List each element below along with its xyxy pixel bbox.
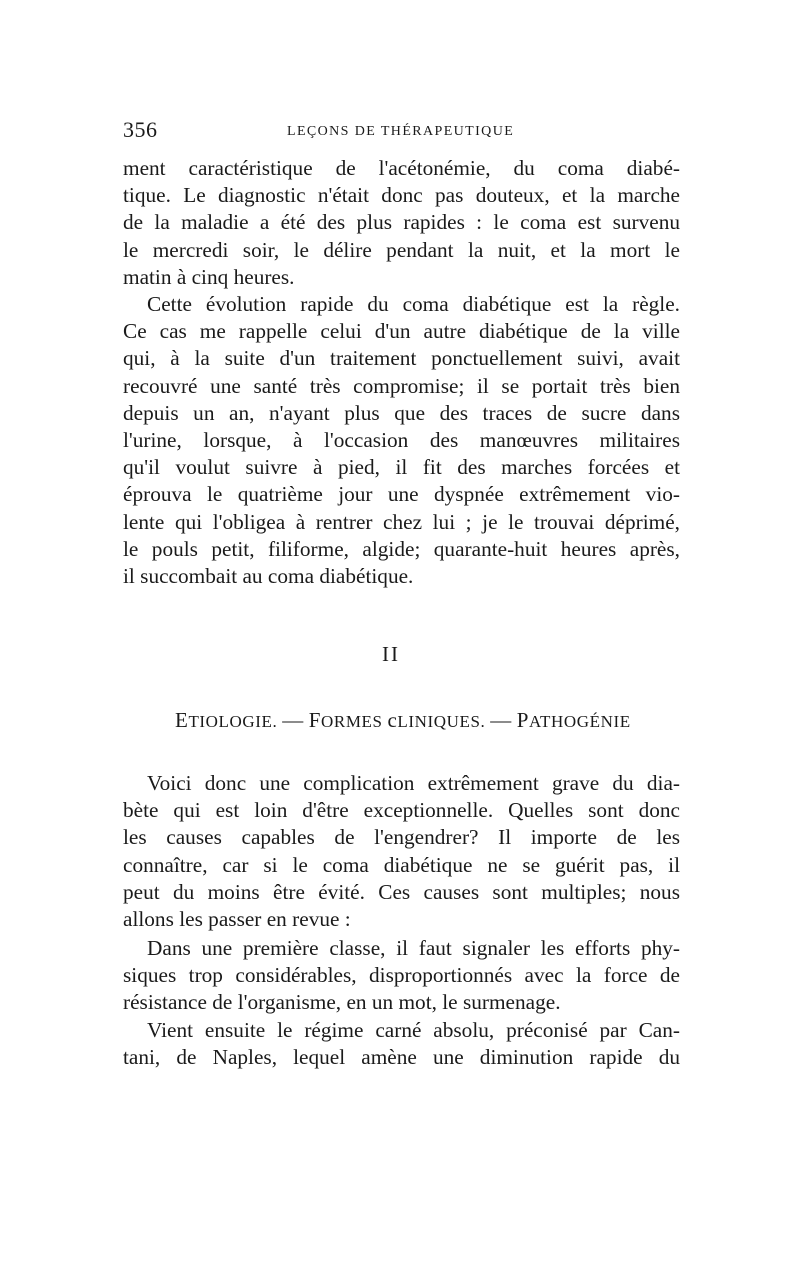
text-line: Vient ensuite le régime carné absolu, préconisé par Can- [147,1018,680,1042]
text-line: tique. Le diagnostic n'était donc pas douteux, et la marche [123,183,680,208]
section-title: ETIOLOGIE. — FORMES cLINIQUES. — PATHOGÉNIE [175,708,631,732]
text-line: le pouls petit, filiforme, algide; quarante-huit heures après, [123,536,680,561]
paragraph-5 [123,1017,680,1071]
text-line: matin à cinq heures. [123,264,295,289]
text-line: recouvré une santé très compromise; il se portait très bien [123,373,680,398]
text-line: résistance de l'organisme, en un mot, le surmenage. [123,990,561,1015]
text-line: qui, à la suite d'un traitement ponctuellement suivi, avait [123,346,680,371]
text-line: peut du moins être évité. Ces causes sont multiples; nous [123,879,680,904]
text-line: tani, de Naples, lequel amène une diminution rapide du [123,1045,680,1070]
text-line: connaître, car si le coma diabétique ne se guérit pas, il [123,852,680,877]
text-line: Ce cas me rappelle celui d'un autre diabétique de la ville [123,319,680,344]
text-line: bète qui est loin d'être exceptionnelle. Quelles sont donc [123,798,680,823]
page-number: 356 [123,117,158,142]
paragraph-4 [123,935,680,1017]
text-line: l'urine, lorsque, à l'occasion des manœuvres militaires [123,427,680,452]
text-line: Cette évolution rapide du coma diabétique est la règle. [147,292,680,316]
text-line: allons les passer en revue : [123,906,351,931]
text-line: il succombait au coma diabétique. [123,563,414,588]
paragraph-3 [123,770,680,933]
running-title: LEÇONS DE THÉRAPEUTIQUE [287,124,515,139]
text-line: Dans une première classe, il faut signaler les efforts phy- [147,936,680,960]
text-line: de la maladie a été des plus rapides : le coma est survenu [123,210,680,235]
text-line: depuis un an, n'ayant plus que des traces de sucre dans [123,400,680,425]
text-line: le mercredi soir, le délire pendant la nuit, et la mort le [123,237,680,262]
text-line: Voici donc une complication extrêmement grave du dia- [147,771,680,795]
text-line: qu'il voulut suivre à pied, il fit des marches forcées et [123,455,680,480]
text-line: éprouva le quatrième jour une dyspnée extrêmement vio- [123,482,680,507]
text-line: lente qui l'obligea à rentrer chez lui ; je le trouvai déprimé, [123,509,680,534]
running-head [123,117,680,147]
text-line: ment caractéristique de l'acétonémie, du coma diabé- [123,156,680,180]
section-numeral: II [382,642,400,666]
paragraph-1 [123,155,680,291]
paragraph-2 [123,291,680,590]
text-line: siques trop considérables, disproportionnés avec la force de [123,963,680,988]
text-line: les causes capables de l'engendrer? Il importe de les [123,825,680,850]
